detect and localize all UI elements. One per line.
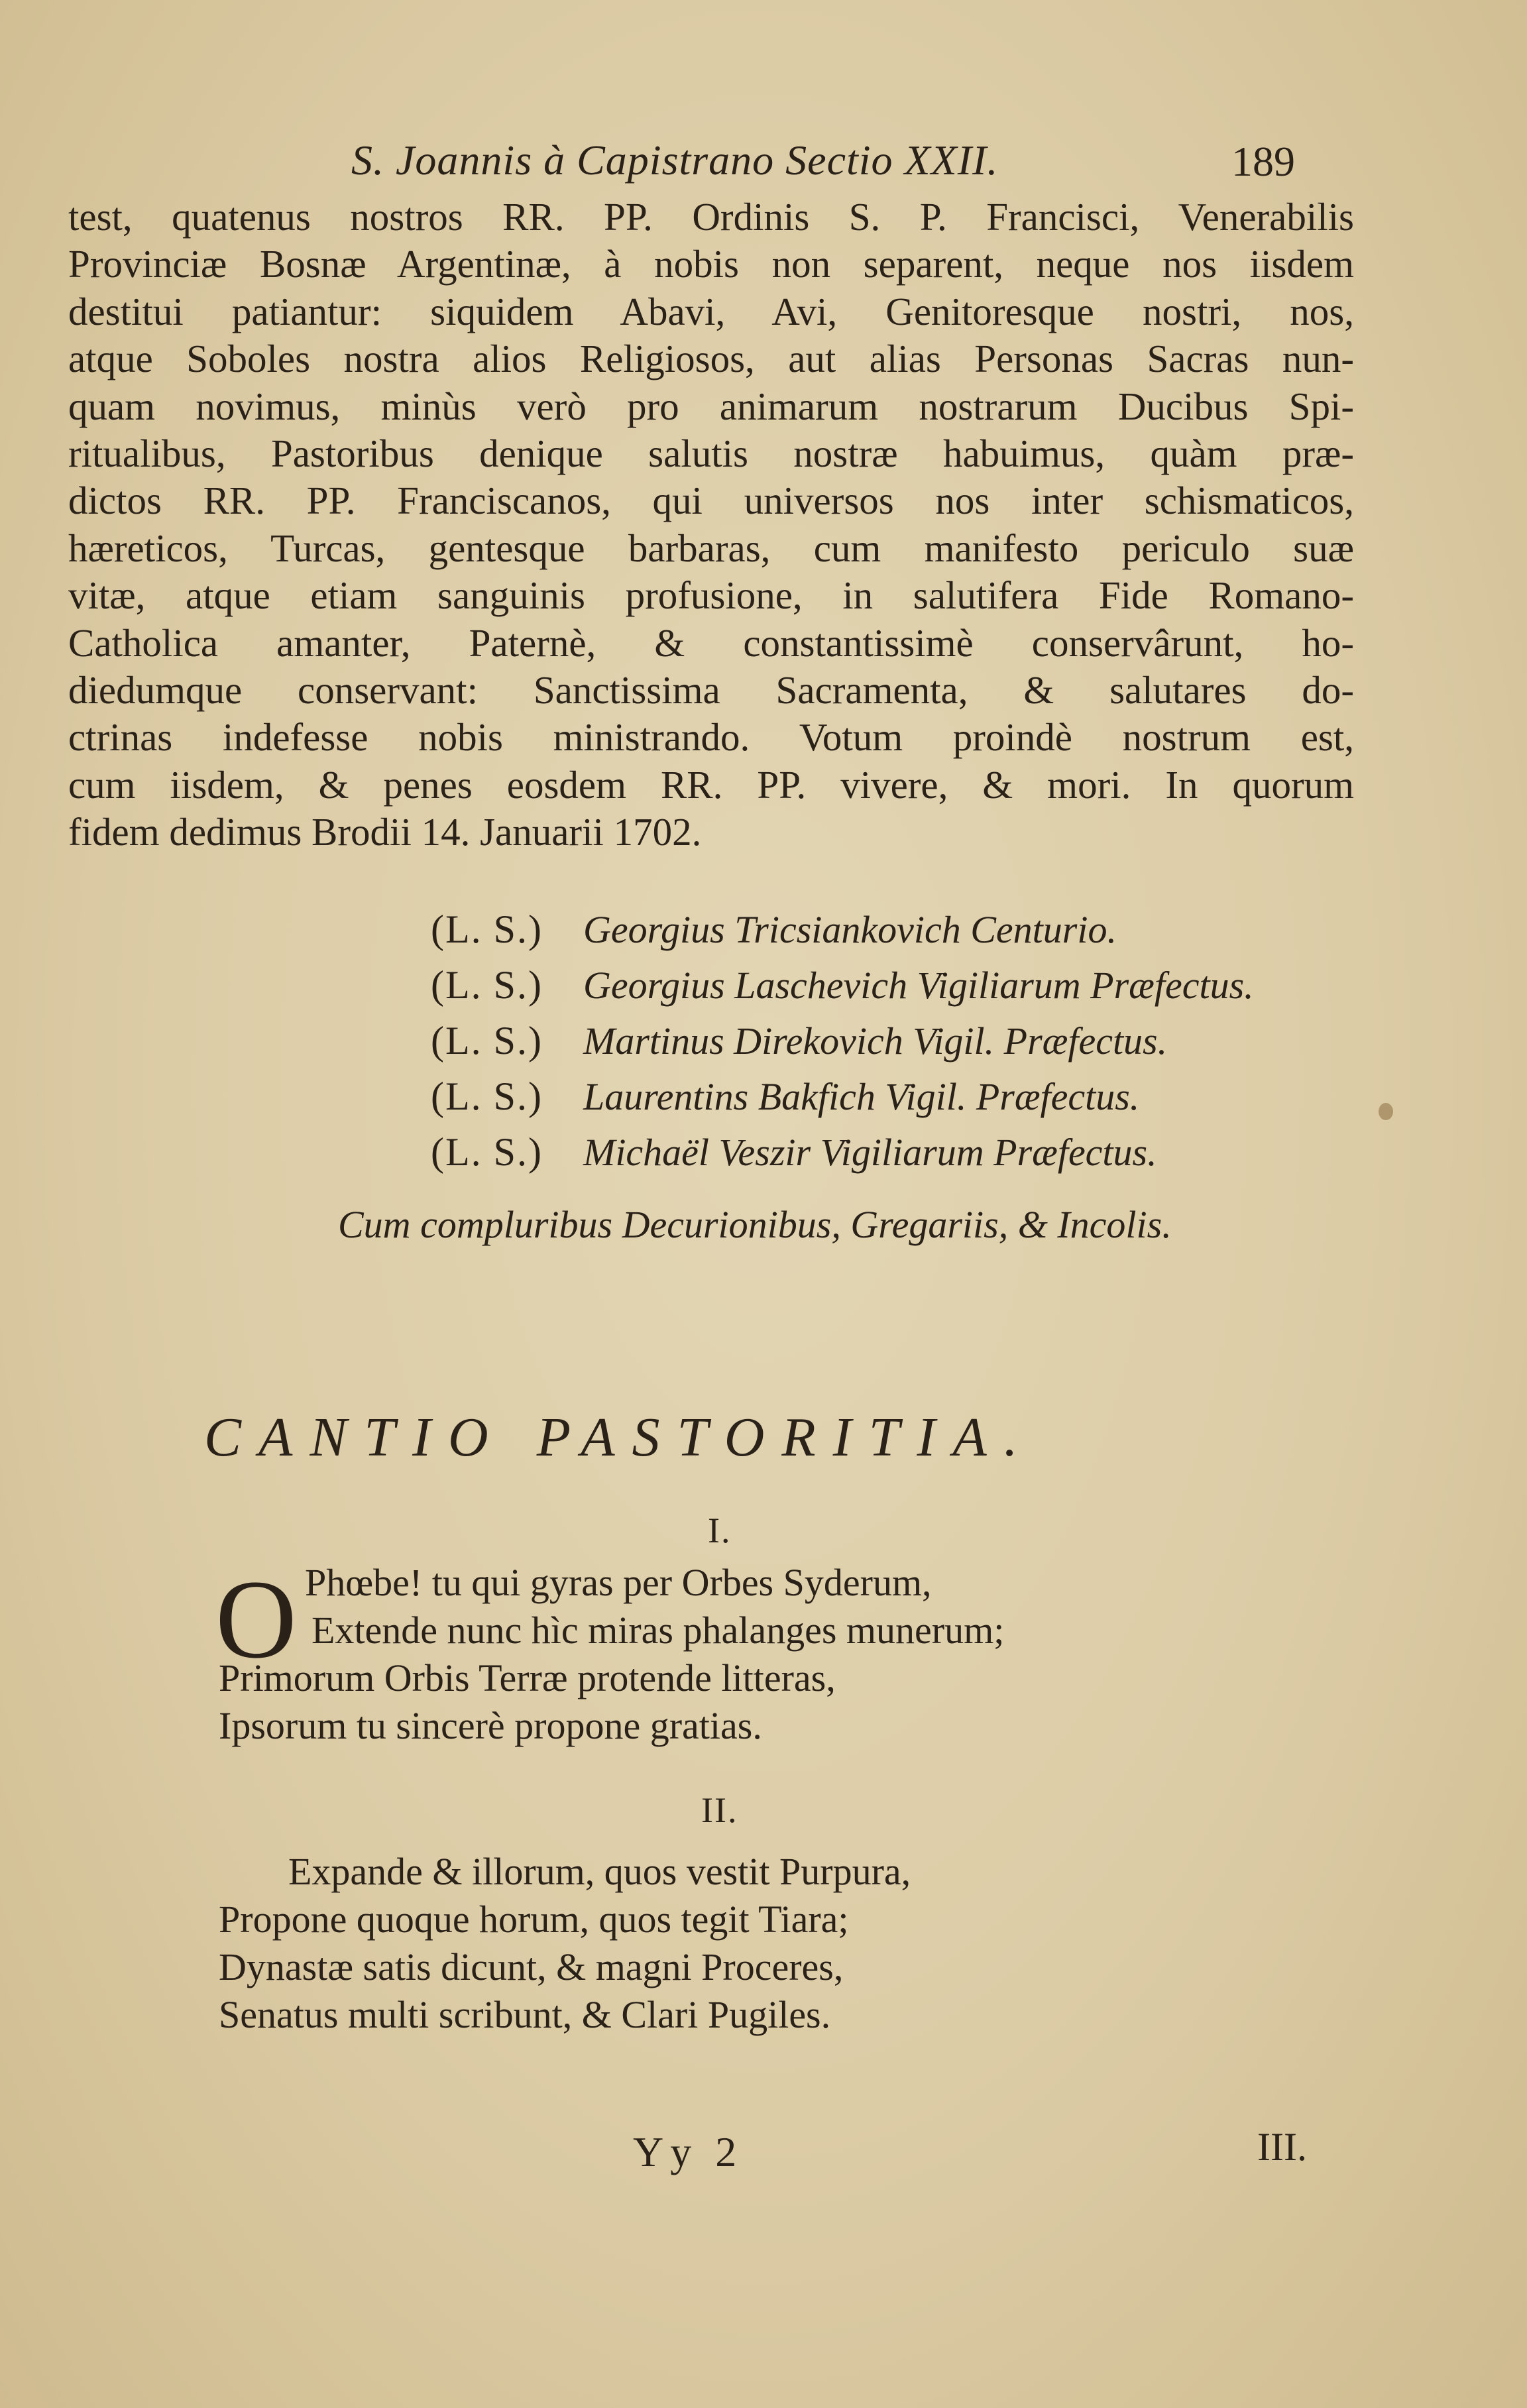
signatory-name: Michaël Veszir Vigiliarum Præfectus. (583, 1131, 1157, 1174)
body-line: Provinciæ Bosnæ Argentinæ, à nobis non separent, neque nos iisdem (68, 242, 1354, 286)
signature-row (431, 1124, 1372, 1180)
signature-row (431, 1013, 1372, 1068)
poem-line: Dynastæ satis dicunt, & magni Proceres, (219, 1945, 844, 1988)
signature-row (431, 957, 1372, 1013)
drop-cap: O (215, 1557, 297, 1682)
poem-line: Ipsorum tu sincerè propone gratias. (219, 1704, 762, 1747)
body-line: cum iisdem, & penes eosdem RR. PP. vivere, & mori. In quorum (68, 762, 1354, 807)
seal-mark: (L. S.) (431, 907, 543, 951)
signature-row (431, 1068, 1372, 1124)
running-title: S. Joannis à Capistrano Sectio XXII. (351, 137, 999, 184)
body-line: ritualibus, Pastoribus denique salutis nostræ habuimus, quàm præ- (68, 431, 1354, 475)
stanza (219, 1848, 1345, 2039)
poem-line: Phœbe! tu qui gyras per Orbes Syderum, (305, 1561, 932, 1604)
signatory-name: Laurentins Bakfich Vigil. Præfectus. (583, 1075, 1140, 1118)
stanza-number: I. (708, 1511, 732, 1550)
signature-row (431, 901, 1372, 957)
body-line: fidem dedimus Brodii 14. Januarii 1702. (68, 810, 702, 854)
body-line: Catholica amanter, Paternè, & constantissimè conservârunt, ho- (68, 620, 1354, 665)
body-line: dictos RR. PP. Franciscanos, qui universos nos inter schismaticos, (68, 479, 1354, 523)
body-paragraph (68, 194, 1354, 856)
witness-line: Cum compluribus Decurionibus, Gregariis, & Incolis. (338, 1203, 1172, 1246)
seal-mark: (L. S.) (431, 1019, 543, 1062)
stanza-number: II. (701, 1790, 738, 1830)
body-line: diedumque conservant: Sanctissima Sacramenta, & salutares do- (68, 667, 1354, 712)
signatory-name: Martinus Direkovich Vigil. Præfectus. (583, 1019, 1168, 1062)
body-line: destitui patiantur: siquidem Abavi, Avi, Genitoresque nostri, nos, (68, 289, 1354, 333)
body-line: test, quatenus nostros RR. PP. Ordinis S. P. Francisci, Venerabilis (68, 195, 1354, 239)
poem-line: Propone quoque horum, quos tegit Tiara; (219, 1898, 849, 1941)
seal-mark: (L. S.) (431, 1130, 543, 1174)
poem-line: Primorum Orbis Terræ protende litteras, (219, 1656, 836, 1699)
poem-line: Expande & illorum, quos vestit Purpura, (288, 1850, 911, 1893)
body-line: atque Soboles nostra alios Religiosos, aut alias Personas Sacras nun- (68, 337, 1354, 381)
catchword: III. (1257, 2125, 1307, 2169)
body-line: ctrinas indefesse nobis ministrando. Votum proindè nostrum est, (68, 715, 1354, 760)
body-line: quam novimus, minùs verò pro animarum nostrarum Ducibus Spi- (68, 384, 1354, 428)
body-line: vitæ, atque etiam sanguinis profusione, in salutifera Fide Romano- (68, 573, 1354, 618)
page-number: 189 (1231, 138, 1295, 185)
poem-title: CANTIO PASTORITIA. (204, 1406, 1035, 1468)
ink-stain (1379, 1103, 1393, 1120)
seal-mark: (L. S.) (431, 963, 543, 1007)
signatory-name: Georgius Laschevich Vigiliarum Præfectus. (583, 964, 1254, 1007)
poem-line: Senatus multi scribunt, & Clari Pugiles. (219, 1993, 831, 2036)
signatory-name: Georgius Tricsiankovich Centurio. (583, 908, 1117, 951)
seal-mark: (L. S.) (431, 1074, 543, 1118)
page-header (0, 136, 1527, 196)
poem-line: Extende nunc hìc miras phalanges munerum; (311, 1609, 1005, 1652)
signature-list (431, 901, 1372, 1180)
signature-mark: Yy 2 (633, 2128, 744, 2175)
stanza (219, 1559, 1345, 1750)
body-line: hæreticos, Turcas, gentesque barbaras, cum manifesto periculo suæ (68, 526, 1354, 570)
